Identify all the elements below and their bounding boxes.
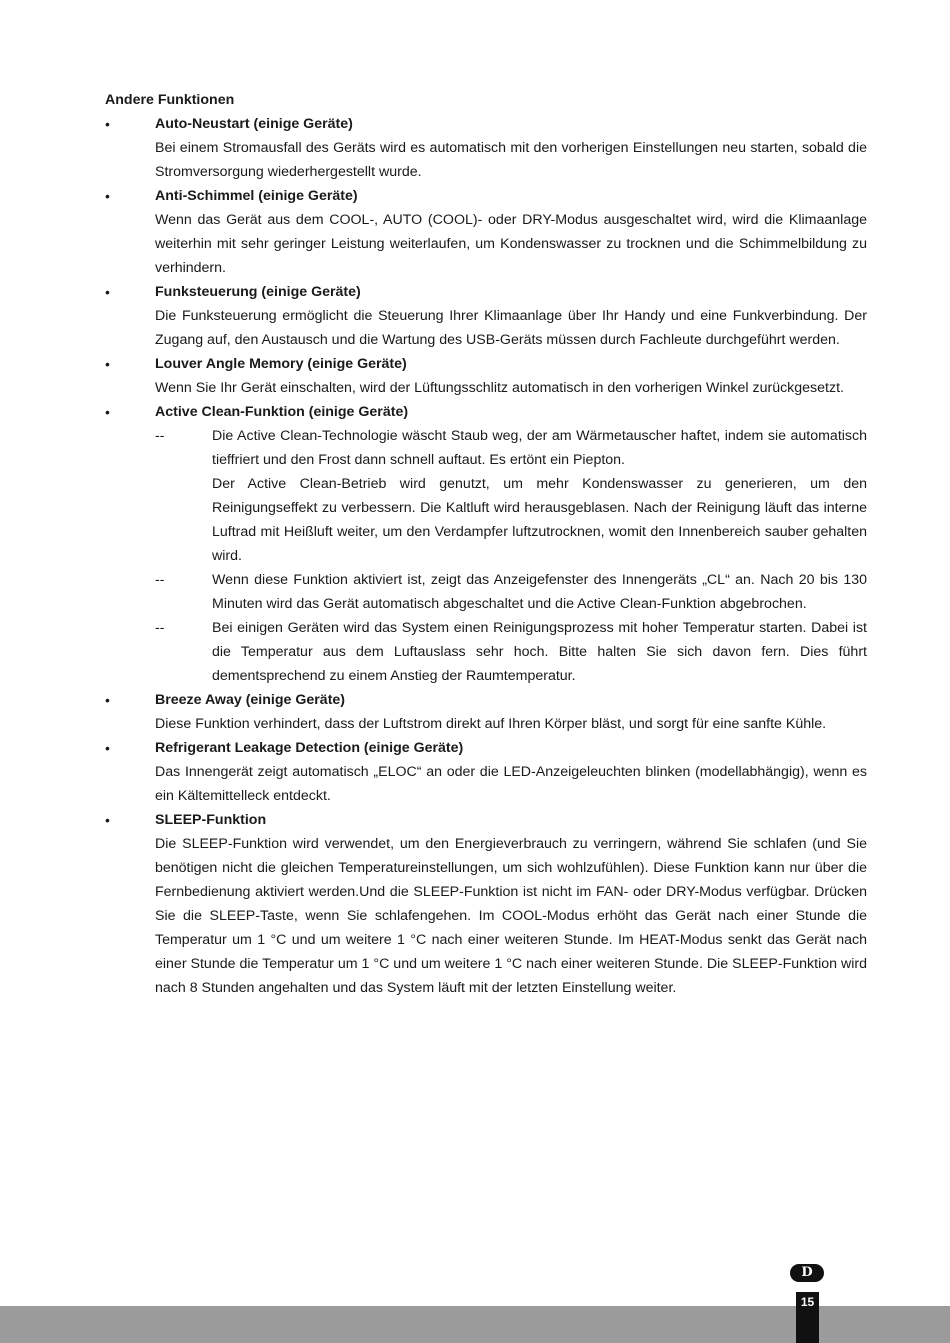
list-item [105, 112, 867, 184]
sub-item [155, 568, 867, 616]
dash-marker: -- [155, 428, 165, 444]
sub-item [155, 424, 867, 568]
dash-marker: -- [155, 620, 165, 636]
item-text: Das Innengerät zeigt automatisch „ELOC“ an oder die LED-Anzeigeleuchten blinken (modellabhängig), wenn es ein Kältemittelleck entdeckt. [155, 764, 867, 804]
page-number-tab [796, 1292, 819, 1343]
item-text: Die Funksteuerung ermöglicht die Steuerung Ihrer Klimaanlage über Ihr Handy und eine Funkverbindung. Der Zugang auf, den Austausch und die Wartung des USB-Geräts müssen durch Fachleute durchgeführt werden. [155, 308, 867, 348]
list-item [105, 352, 867, 400]
item-title: Refrigerant Leakage Detection (einige Geräte) [155, 740, 464, 756]
bullet: • [105, 692, 110, 708]
list-item [105, 688, 867, 736]
item-text: Die SLEEP-Funktion wird verwendet, um den Energieverbrauch zu verringern, während Sie schlafen (und Sie benötigen nicht die gleichen Temperatureinstellungen, um sich wohlzufühlen). Diese Funktion kann nur über die Fernbedienung aktiviert werden.Und die SLEEP-Funktion ist nicht im FAN- oder DRY-Modus verfügbar. Drücken Sie die SLEEP-Taste, wenn Sie schlafengehen. Im COOL-Modus erhöht das Gerät nach einer Stunde die Temperatur um 1 °C und um weitere 1 °C nach einer weiteren Stunde. Im HEAT-Modus senkt das Gerät nach einer Stunde die Temperatur um 1 °C und um weitere 1 °C nach einer weiteren Stunde. Die SLEEP-Funktion wird nach 8 Stunden angehalten und das System läuft mit der letzten Einstellung weiter. [155, 836, 867, 996]
list-item [105, 736, 867, 808]
item-text: Diese Funktion verhindert, dass der Luftstrom direkt auf Ihren Körper bläst, und sorgt für eine sanfte Kühle. [155, 716, 827, 732]
list-item [105, 184, 867, 280]
bullet: • [105, 812, 110, 828]
item-text: Bei einem Stromausfall des Geräts wird es automatisch mit den vorherigen Einstellungen neu starten, sobald die Stromversorgung wiederhergestellt wurde. [155, 140, 867, 180]
item-title: Auto-Neustart (einige Geräte) [155, 116, 353, 132]
sub-item-text: Bei einigen Geräten wird das System einen Reinigungsprozess mit hoher Temperatur starten. Dabei ist die Temperatur aus dem Luftauslass sehr hoch. Bitte halten Sie sich davon fern. Dies führt dementsprechend zu einem Anstieg der Raumtemperatur. [212, 620, 867, 684]
sub-item-text: Die Active Clean-Technologie wäscht Staub weg, der am Wärmetauscher haftet, indem sie automatisch tieffriert und den Frost dann schnell auftaut. Es ertönt ein Piepton. [212, 428, 867, 468]
item-title: SLEEP-Funktion [155, 812, 267, 828]
sub-item-text: Der Active Clean-Betrieb wird genutzt, um mehr Kondenswasser zu generieren, um den Reinigungseffekt zu verbessern. Die Kaltluft wird herausgeblasen. Nach der Reinigung läuft das interne Luftrad mit Heißluft weiter, um den Verdampfer luftzutrocknen, womit den Innenbereich sauber gehalten wird. [212, 476, 867, 564]
list-item [105, 280, 867, 352]
bullet: • [105, 740, 110, 756]
item-title: Active Clean-Funktion (einige Geräte) [155, 404, 409, 420]
sub-item-text: Wenn diese Funktion aktiviert ist, zeigt das Anzeigefenster des Innengeräts „CL“ an. Nach 20 bis 130 Minuten wird das Gerät automatisch abgeschaltet und die Active Clean-Funktion abgebrochen. [212, 572, 867, 612]
list-item [105, 400, 867, 688]
list-item [105, 808, 867, 1000]
section-title: Andere Funktionen [105, 92, 235, 108]
bullet: • [105, 188, 110, 204]
item-title: Anti-Schimmel (einige Geräte) [155, 188, 358, 204]
item-text: Wenn das Gerät aus dem COOL-, AUTO (COOL)- oder DRY-Modus ausgeschaltet wird, wird die Klimaanlage weiterhin mit sehr geringer Leistung weiterlaufen, um Kondenswasser zu trocknen und die Schimmelbildung zu verhindern. [155, 212, 867, 276]
bullet: • [105, 116, 110, 132]
bullet: • [105, 284, 110, 300]
bullet: • [105, 356, 110, 372]
item-title: Louver Angle Memory (einige Geräte) [155, 356, 407, 372]
sub-item [155, 616, 867, 688]
language-badge: D [790, 1264, 824, 1282]
page-number: 15 [800, 1295, 815, 1309]
bullet: • [105, 404, 110, 420]
item-title: Breeze Away (einige Geräte) [155, 692, 346, 708]
item-title: Funksteuerung (einige Geräte) [155, 284, 361, 300]
document-content [105, 88, 867, 1000]
item-text: Wenn Sie Ihr Gerät einschalten, wird der Lüftungsschlitz automatisch in den vorherigen Winkel zurückgesetzt. [155, 380, 844, 396]
dash-marker: -- [155, 572, 165, 588]
